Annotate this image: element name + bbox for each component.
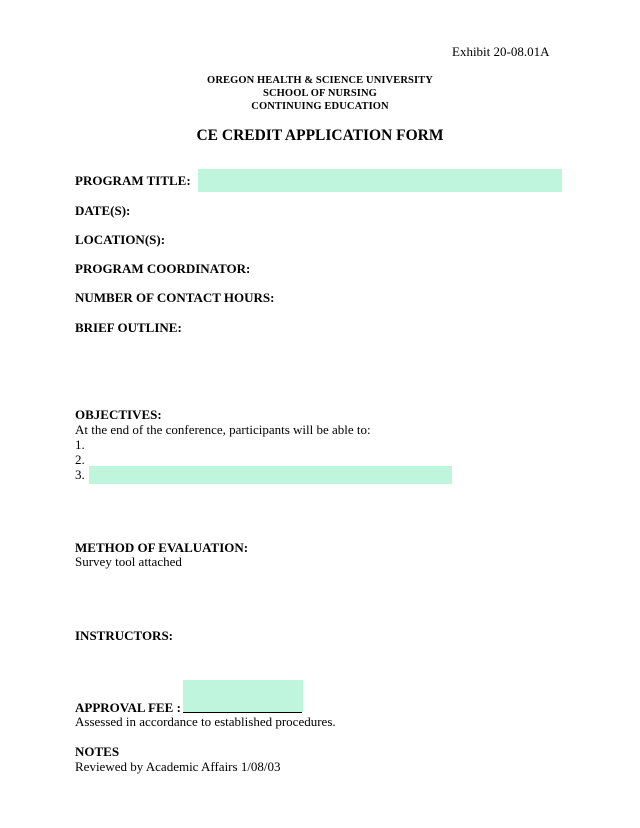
approval-fee-note: Assessed in accordance to established procedures.: [75, 714, 336, 729]
objective-item-1: 1.: [75, 437, 85, 452]
notes-text: Reviewed by Academic Affairs 1/08/03: [75, 759, 281, 774]
approval-fee-field[interactable]: [183, 680, 303, 712]
instructors-label: INSTRUCTORS:: [75, 628, 174, 643]
program-title-label: PROGRAM TITLE:: [75, 173, 191, 188]
approval-fee-underline: [183, 712, 302, 713]
program-title-field[interactable]: [198, 169, 562, 192]
notes-label: NOTES: [75, 744, 120, 759]
contact-hours-label: NUMBER OF CONTACT HOURS:: [75, 290, 275, 305]
objective-item-2: 2.: [75, 452, 85, 467]
school-name: SCHOOL OF NURSING: [263, 88, 377, 99]
institution-name: OREGON HEALTH & SCIENCE UNIVERSITY: [207, 75, 433, 86]
brief-outline-label: BRIEF OUTLINE:: [75, 320, 182, 335]
evaluation-label: METHOD OF EVALUATION:: [75, 540, 249, 555]
objective-item-3: 3.: [75, 467, 85, 482]
dates-label: DATE(S):: [75, 203, 131, 218]
program-coordinator-label: PROGRAM COORDINATOR:: [75, 261, 251, 276]
objectives-label: OBJECTIVES:: [75, 407, 162, 422]
objectives-intro: At the end of the conference, participants will be able to:: [75, 422, 371, 437]
approval-fee-label: APPROVAL FEE :: [75, 700, 181, 715]
department-name: CONTINUING EDUCATION: [251, 101, 389, 112]
exhibit-number: Exhibit 20-08.01A: [452, 44, 550, 59]
evaluation-value: Survey tool attached: [75, 554, 182, 569]
objective-3-field[interactable]: [89, 466, 452, 484]
locations-label: LOCATION(S):: [75, 232, 166, 247]
form-title: CE CREDIT APPLICATION FORM: [196, 127, 444, 144]
